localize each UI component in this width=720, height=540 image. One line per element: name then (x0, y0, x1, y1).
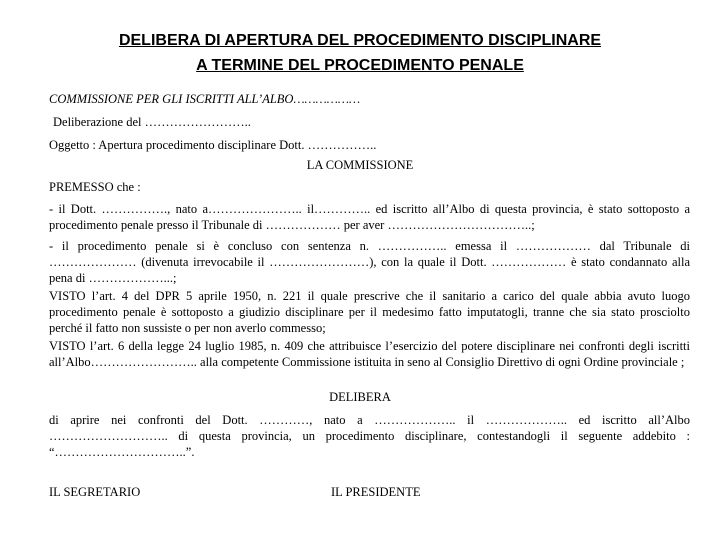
paragraph-delibera: di aprire nei confronti del Dott. …………, nato a ……………….. il ……………….. ed iscritto all’Albo ……………………….. di questa provincia, un procedimento disciplinare, contestandogli il seguente addebito : “…………………………..”. (49, 413, 690, 459)
paragraph-visto-dpr: VISTO l’art. 4 del DPR 5 aprile 1950, n. 221 il quale prescrive che il sanitario a carico del quale abbia avuto luogo procedimento penale è sottoposto a giudizio disciplinare per il medesimo fatto imputatogli, tranne che sia stato prosciolto perché il fatto non sussiste o per non averlo commesso; (49, 289, 690, 335)
oggetto-line: Oggetto : Apertura procedimento disciplinare Dott. …………….. (49, 138, 377, 152)
la-commissione-heading: LA COMMISSIONE (306, 158, 414, 172)
document-title-line-2: A TERMINE DEL PROCEDIMENTO PENALE (196, 57, 524, 74)
premesso-line: PREMESSO che : (49, 180, 141, 194)
paragraph-sentenza: - il procedimento penale si è concluso con sentenza n. …………….. emessa il ……………… dal Tribunale di ………………… (divenuta irrevocabile il ……………………), con la quale il Dott. ……………… è stato condannato alla pena di ………………...; (49, 239, 690, 285)
deliberazione-line: Deliberazione del …………………….. (53, 115, 251, 129)
commissione-heading: COMMISSIONE PER GLI ISCRITTI ALL’ALBO……………… (49, 92, 361, 106)
paragraph-visto-legge: VISTO l’art. 6 della legge 24 luglio 1985, n. 409 che attribuisce l’esercizio del potere disciplinare nei confronti degli iscritti all’Albo…………………….. alla competente Commissione istituita in seno al Consiglio Direttivo di ogni Ordine provinciale ; (49, 339, 690, 369)
delibera-heading: DELIBERA (329, 390, 391, 404)
document-title-line-1: DELIBERA DI APERTURA DEL PROCEDIMENTO DISCIPLINARE (118, 32, 602, 49)
signature-segretario: IL SEGRETARIO (49, 485, 141, 499)
paragraph-procedimento-penale: - il Dott. ……………., nato a………………….. il………….. ed iscritto all’Albo di questa provincia, è stato sottoposto a procedimento penale presso il Tribunale di ……………… per aver ……………………………..; (49, 202, 690, 232)
signature-presidente: IL PRESIDENTE (331, 485, 421, 499)
